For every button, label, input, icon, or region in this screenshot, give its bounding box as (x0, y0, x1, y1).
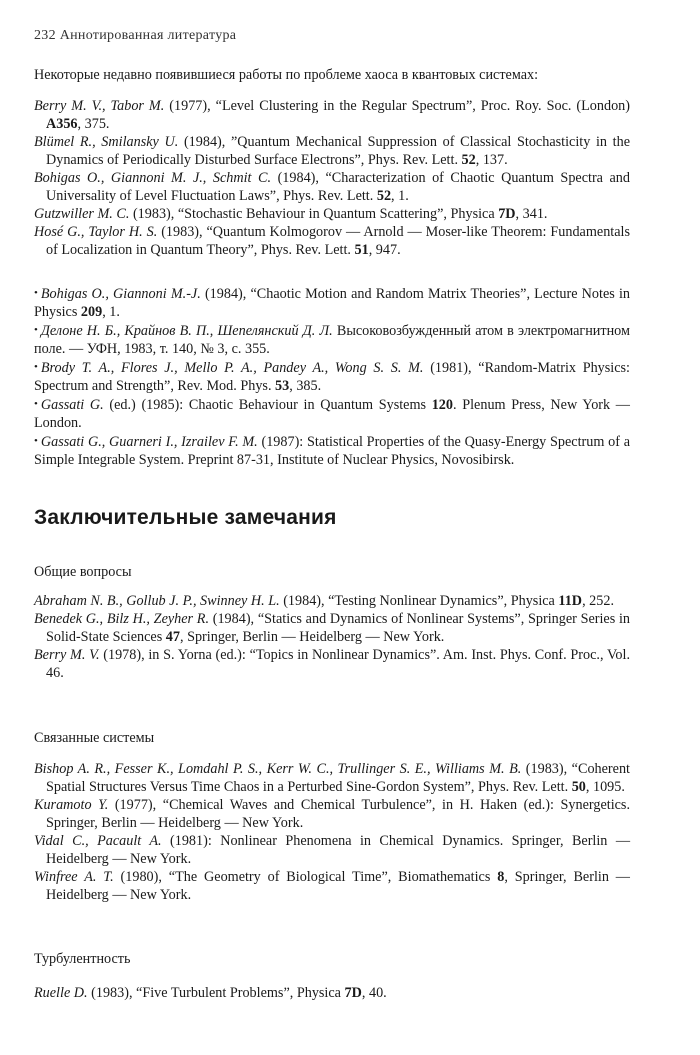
reference-authors: Abraham N. B., Gollub J. P., Swinney H. L. (34, 593, 280, 609)
reference-tail: , 137. (475, 152, 508, 168)
reference-entry (34, 984, 630, 1002)
reference-tail: , 252. (582, 593, 614, 609)
reference-authors: Benedek G., Bilz H., Zeyher R. (34, 611, 210, 627)
reference-text: (1977), “Chemical Waves and Chemical Turbulence”, in H. Haken (ed.): Synergetics. Springer, Berlin — Heidelberg — New York. (46, 797, 630, 831)
reference-text: (1983), “Stochastic Behaviour in Quantum Scattering”, Physica (129, 206, 499, 222)
reference-volume: 11D (558, 593, 583, 609)
reference-authors: Gutzwiller M. C. (34, 206, 130, 222)
reference-text: (1984), “Chaotic Motion and Random Matrix Theories”, Lecture Notes in Physics (34, 286, 630, 320)
reference-authors: Bohigas O., Giannoni M.-J. (40, 286, 201, 302)
reference-tail: , 40. (361, 985, 387, 1001)
quantum-chaos-references (34, 97, 630, 259)
reference-entry (34, 223, 630, 259)
bullet-mark: • (34, 287, 38, 299)
reference-tail: , 1095. (585, 779, 625, 795)
reference-text: (1983), “Coherent Spatial Structures Versus Time Chaos in a Perturbed Sine-Gordon System”, Phys. Rev. Lett. (46, 761, 630, 795)
additional-references (34, 284, 630, 469)
reference-volume: 209 (80, 304, 103, 320)
reference-entry (34, 610, 630, 646)
bullet-mark: • (34, 398, 38, 410)
subsection-title-general: Общие вопросы (34, 564, 132, 580)
reference-volume: 7D (498, 206, 516, 222)
reference-entry (34, 358, 630, 395)
reference-entry (34, 760, 630, 796)
reference-authors: Berry M. V. (34, 647, 100, 663)
reference-text: (1984), ”Quantum Mechanical Suppression of Classical Stochasticity in the Dynamics of Periodically Disturbed Surface Electrons”, Phys. Rev. Lett. (46, 134, 630, 168)
reference-volume: 50 (571, 779, 586, 795)
reference-volume: 52 (461, 152, 476, 168)
reference-tail: , 375. (77, 116, 110, 132)
reference-volume: 51 (354, 242, 369, 258)
reference-entry (34, 868, 630, 904)
intro-text: Некоторые недавно появившиеся работы по проблеме хаоса в квантовых системах: (34, 67, 539, 83)
bullet-mark: • (34, 435, 38, 447)
bullet-mark: • (34, 324, 38, 336)
reference-tail: , 341. (515, 206, 548, 222)
running-head: 232 Аннотированная литература (34, 28, 237, 43)
reference-text: (1983), “Five Turbulent Problems”, Physica (87, 985, 345, 1001)
reference-tail: , Springer, Berlin — Heidelberg — New York. (179, 629, 445, 645)
reference-text: (1978), in S. Yorna (ed.): “Topics in Nonlinear Dynamics”. Am. Inst. Phys. Conf. Proc., Vol. 46. (46, 647, 630, 681)
reference-volume: 53 (275, 378, 290, 394)
reference-text: (1984), “Statics and Dynamics of Nonlinear Systems”, Springer Series in Solid-State Sciences (46, 611, 630, 645)
reference-authors: Berry M. V., Tabor M. (34, 98, 165, 114)
reference-text: (1984), “Testing Nonlinear Dynamics”, Physica (279, 593, 559, 609)
reference-tail: , 947. (368, 242, 401, 258)
reference-entry (34, 832, 630, 868)
reference-text: (1984), “Characterization of Chaotic Quantum Spectra and Universality of Level Fluctuation Laws”, Phys. Rev. Lett. (46, 170, 630, 204)
reference-volume: 7D (344, 985, 362, 1001)
reference-text: (1980), “The Geometry of Biological Time”, Biomathematics (113, 869, 498, 885)
reference-authors: Bishop A. R., Fesser K., Lomdahl P. S., Kerr W. C., Trullinger S. E., Williams M. B. (34, 761, 522, 777)
reference-text: (ed.) (1985): Chaotic Behaviour in Quantum Systems (103, 397, 432, 413)
reference-entry (34, 284, 630, 321)
reference-authors: Hosé G., Taylor H. S. (34, 224, 158, 240)
reference-authors: Winfree A. T. (34, 869, 114, 885)
reference-text: (1981), “Random-Matrix Physics: Spectrum and Strength”, Rev. Mod. Phys. (34, 360, 630, 394)
reference-entry (34, 321, 630, 358)
reference-volume: 52 (376, 188, 392, 204)
reference-tail: , 1. (391, 188, 409, 204)
reference-tail: . Plenum Press, New York — London. (34, 397, 630, 431)
reference-authors: Kuramoto Y. (34, 797, 109, 813)
general-references (34, 592, 630, 682)
reference-authors: Gassati G., Guarneri I., Izrailev F. M. (40, 434, 258, 450)
reference-text: (1977), “Level Clustering in the Regular Spectrum”, Proc. Roy. Soc. (London) (164, 98, 630, 114)
reference-entry (34, 133, 630, 169)
section-heading: Заключительные замечания (34, 506, 337, 529)
reference-entry (34, 592, 630, 610)
reference-entry (34, 97, 630, 133)
reference-authors: Bohigas O., Giannoni M. J., Schmit C. (34, 170, 272, 186)
reference-tail: , Springer, Berlin — Heidelberg — New York. (46, 869, 630, 903)
reference-text: Высоковозбужденный атом в электромагнитном поле. — УФН, 1983, т. 140, № 3, с. 355. (34, 323, 630, 357)
reference-text: (1983), “Quantum Kolmogorov — Arnold — Moser-like Theorem: Fundamentals of Localization in Quantum Theory”, Phys. Rev. Lett. (46, 224, 630, 258)
reference-tail: , 385. (289, 378, 322, 394)
reference-authors: Gassati G. (40, 397, 104, 413)
reference-entry (34, 646, 630, 682)
reference-volume: 47 (165, 629, 180, 645)
reference-authors: Делоне Н. Б., Крайнов В. П., Шепелянский Д. Л. (40, 323, 333, 339)
subsection-title-turbulence: Турбулентность (34, 951, 131, 967)
reference-authors: Brody T. A., Flores J., Mello P. A., Pandey A., Wong S. S. M. (40, 360, 424, 376)
reference-text: (1981): Nonlinear Phenomena in Chemical Dynamics. Springer, Berlin — Heidelberg — New York. (46, 833, 631, 867)
turbulence-references (34, 984, 630, 1002)
subsection-title-coupled: Связанные системы (34, 730, 155, 746)
reference-volume: 8 (497, 869, 505, 885)
reference-authors: Blümel R., Smilansky U. (34, 134, 179, 150)
reference-entry (34, 395, 630, 432)
reference-entry (34, 205, 630, 223)
coupled-systems-references (34, 760, 630, 904)
reference-entry (34, 796, 630, 832)
reference-authors: Vidal C., Pacault A. (34, 833, 162, 849)
reference-volume: A356 (46, 116, 78, 132)
reference-entry (34, 169, 630, 205)
reference-entry (34, 432, 630, 469)
reference-text: (1987): Statistical Properties of the Quasy-Energy Spectrum of a Simple Integrable System. Preprint 87-31, Institute of Nuclear Physics, Novosibirsk. (34, 434, 630, 468)
reference-volume: 120 (431, 397, 453, 413)
reference-authors: Ruelle D. (34, 985, 88, 1001)
bullet-mark: • (34, 361, 38, 373)
reference-tail: , 1. (102, 304, 120, 320)
